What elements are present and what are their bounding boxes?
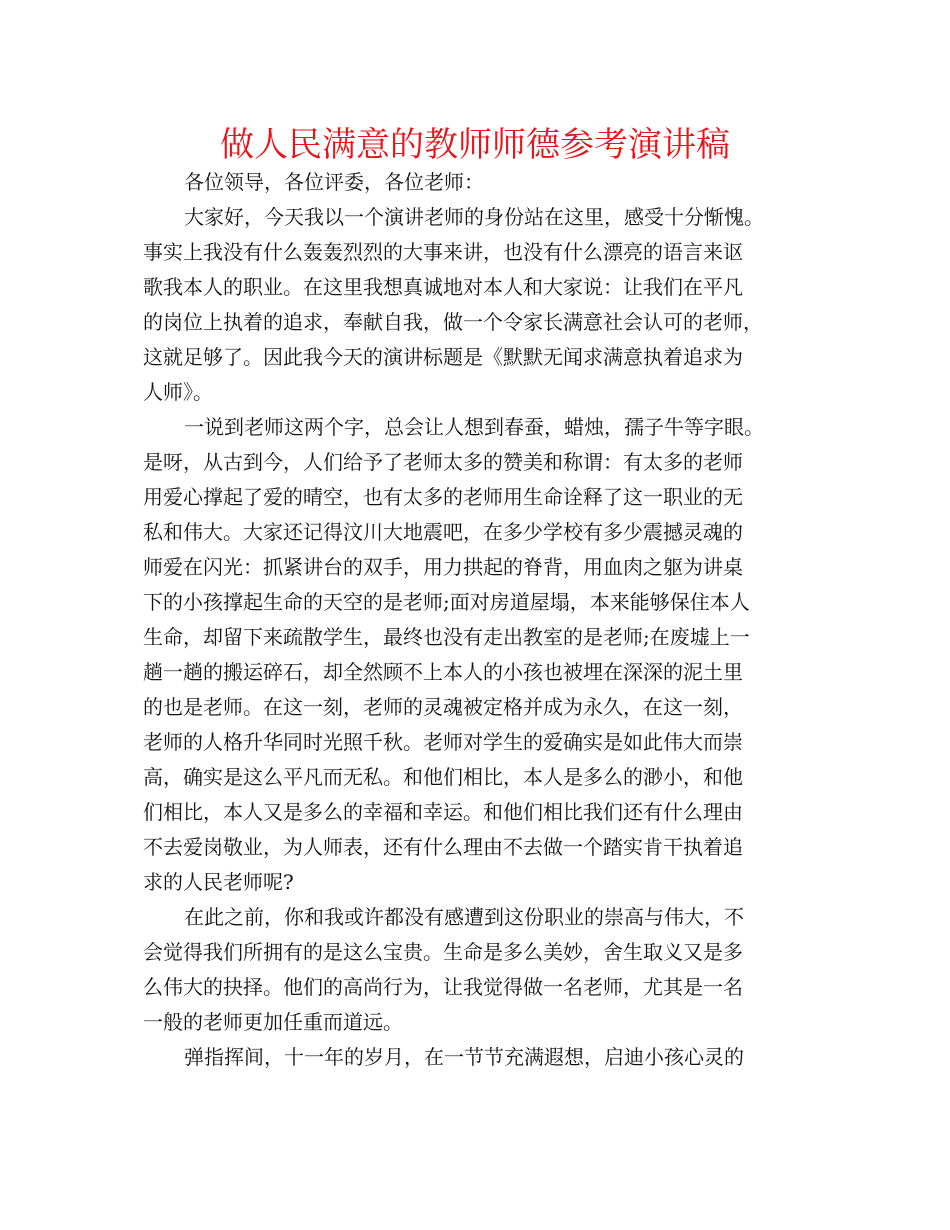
text-line: 高，确实是这么平凡而无私。和他们相比，本人是多么的渺小，和他 <box>143 765 743 789</box>
text-line: 事实上我没有什么轰轰烈烈的大事来讲，也没有什么漂亮的语言来讴 <box>143 240 743 264</box>
text-line: 求的人民老师呢? <box>143 870 294 894</box>
text-line: 这就足够了。因此我今天的演讲标题是《默默无闻求满意执着追求为 <box>143 345 743 369</box>
text-line: 们相比，本人又是多么的幸福和幸运。和他们相比我们还有什么理由 <box>143 800 743 824</box>
text-line: 用爱心撑起了爱的晴空，也有太多的老师用生命诠释了这一职业的无 <box>143 485 743 509</box>
text-line: 下的小孩撑起生命的天空的是老师;面对房道屋塌，本来能够保住本人 <box>143 590 750 614</box>
text-line: 的也是老师。在这一刻，老师的灵魂被定格并成为永久，在这一刻， <box>143 695 743 719</box>
text-line: 一说到老师这两个字，总会让人想到春蚕，蜡烛，孺子牛等字眼。 <box>184 415 764 439</box>
text-line: 的岗位上执着的追求，奉献自我，做一个令家长满意社会认可的老师， <box>143 310 763 334</box>
text-line: 弹指挥间，十一年的岁月，在一节节充满遐想，启迪小孩心灵的 <box>184 1045 744 1069</box>
document-title: 做人民满意的教师师德参考演讲稿 <box>220 125 730 165</box>
text-line: 会觉得我们所拥有的是这么宝贵。生命是多么美妙，舍生取义又是多 <box>143 940 743 964</box>
document-body <box>143 164 823 1075</box>
text-line: 大家好，今天我以一个演讲老师的身份站在这里，感受十分惭愧。 <box>184 205 764 229</box>
text-line: 在此之前，你和我或许都没有感遭到这份职业的崇高与伟大，不 <box>184 905 744 929</box>
text-line: 人师》。 <box>143 380 213 404</box>
text-line: 歌我本人的职业。在这里我想真诚地对本人和大家说：让我们在平凡 <box>143 275 743 299</box>
text-line: 不去爱岗敬业，为人师表，还有什么理由不去做一个踏实肯干执着追 <box>143 835 743 859</box>
text-line: 师爱在闪光：抓紧讲台的双手，用力拱起的脊背，用血肉之躯为讲桌 <box>143 555 743 579</box>
text-line: 一般的老师更加任重而道远。 <box>143 1010 403 1034</box>
text-line: 么伟大的抉择。他们的高尚行为，让我觉得做一名老师，尤其是一名 <box>143 975 743 999</box>
text-line: 趟一趟的搬运碎石，却全然顾不上本人的小孩也被埋在深深的泥土里 <box>143 660 743 684</box>
text-line: 各位领导，各位评委，各位老师： <box>184 170 484 194</box>
text-line: 是呀，从古到今，人们给予了老师太多的赞美和称谓：有太多的老师 <box>143 450 743 474</box>
text-line: 生命，却留下来疏散学生，最终也没有走出教室的是老师;在废墟上一 <box>143 625 750 649</box>
text-line: 老师的人格升华同时光照千秋。老师对学生的爱确实是如此伟大而崇 <box>143 730 743 754</box>
text-line: 私和伟大。大家还记得汶川大地震吧，在多少学校有多少震撼灵魂的 <box>143 520 743 544</box>
